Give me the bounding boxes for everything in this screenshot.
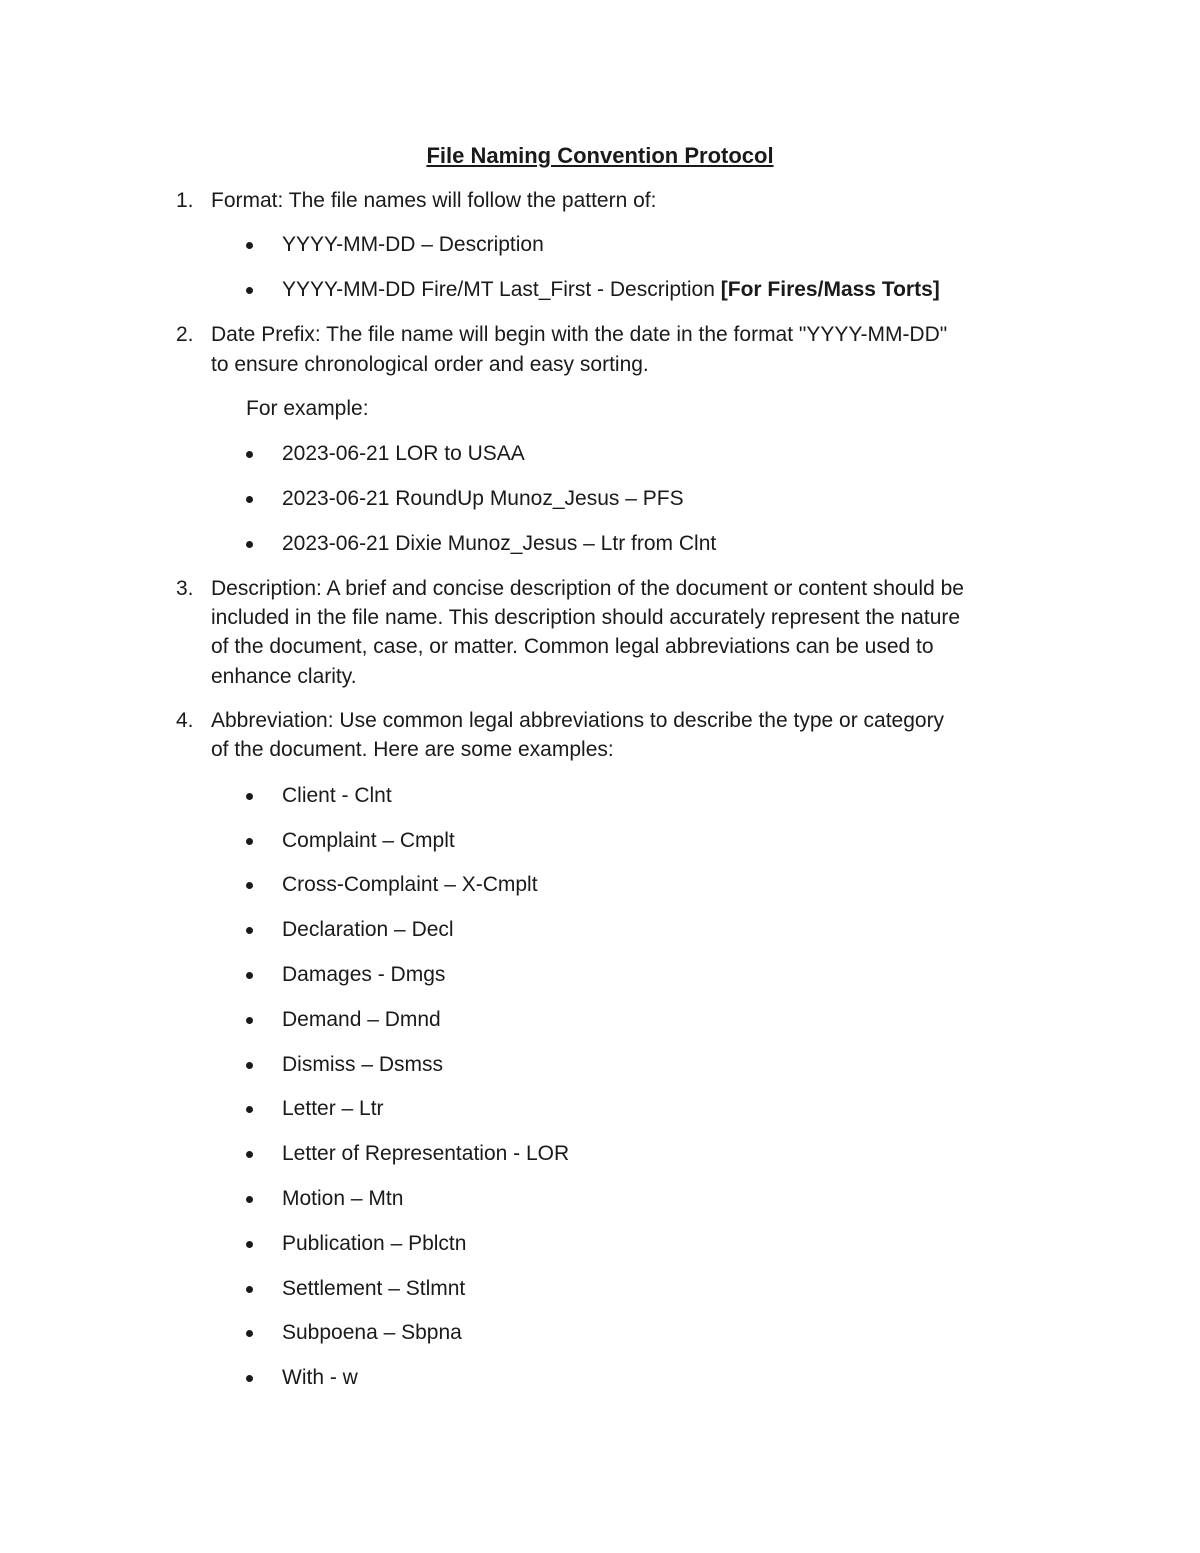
bullet-icon xyxy=(246,1151,253,1158)
abbreviation-item: Subpoena – Sbpna xyxy=(282,1321,462,1344)
section-3-line-4: enhance clarity. xyxy=(211,665,357,688)
section-2-number: 2. xyxy=(176,323,194,346)
bullet-icon xyxy=(246,838,253,845)
section-4-line-2: of the document. Here are some examples: xyxy=(211,738,614,761)
section-2-subheading: For example: xyxy=(246,397,369,420)
document-title: File Naming Convention Protocol xyxy=(426,143,774,168)
abbreviation-item: Letter – Ltr xyxy=(282,1097,384,1120)
abbreviation-item: Declaration – Decl xyxy=(282,918,454,941)
bullet-icon xyxy=(246,793,253,800)
bullet-icon xyxy=(246,972,253,979)
abbreviation-item: Demand – Dmnd xyxy=(282,1008,441,1031)
bullet-icon xyxy=(246,1017,253,1024)
abbreviation-item: Motion – Mtn xyxy=(282,1187,404,1210)
bullet-icon xyxy=(246,1330,253,1337)
section-2-bullet-1: 2023-06-21 LOR to USAA xyxy=(282,442,525,465)
bullet-icon xyxy=(246,1241,253,1248)
section-4-line-1: Abbreviation: Use common legal abbreviations to describe the type or category xyxy=(211,709,945,732)
section-1-bullet-1: YYYY-MM-DD – Description xyxy=(282,233,544,256)
section-3-line-3: of the document, case, or matter. Common legal abbreviations can be used to xyxy=(211,635,934,658)
bullet-icon xyxy=(246,1106,253,1113)
bullet-icon xyxy=(246,927,253,934)
bullet-icon xyxy=(246,882,253,889)
section-1-number: 1. xyxy=(176,189,194,212)
abbreviation-item: Publication – Pblctn xyxy=(282,1232,467,1255)
section-4-number: 4. xyxy=(176,709,194,732)
bullet-icon xyxy=(246,1062,253,1069)
section-1-bullet-2-bold-suffix: [For Fires/Mass Torts] xyxy=(720,278,940,301)
abbreviation-item: Damages - Dmgs xyxy=(282,963,446,986)
abbreviation-item: Cross-Complaint – X-Cmplt xyxy=(282,873,538,896)
section-1-bullet-2-text: YYYY-MM-DD Fire/MT Last_First - Description xyxy=(282,278,715,301)
bullet-icon xyxy=(246,1375,253,1382)
section-2-line-1: Date Prefix: The file name will begin with the date in the format "YYYY-MM-DD" xyxy=(211,323,948,346)
section-2-bullet-2: 2023-06-21 RoundUp Munoz_Jesus – PFS xyxy=(282,487,684,510)
abbreviation-item: With - w xyxy=(282,1366,358,1389)
bullet-icon xyxy=(246,496,253,503)
section-2-line-2: to ensure chronological order and easy sorting. xyxy=(211,353,649,376)
section-3-number: 3. xyxy=(176,577,194,600)
section-3-line-2: included in the file name. This description should accurately represent the nature xyxy=(211,606,961,629)
section-3-line-1: Description: A brief and concise description of the document or content should be xyxy=(211,577,964,600)
bullet-icon xyxy=(246,1196,253,1203)
abbreviation-item: Settlement – Stlmnt xyxy=(282,1277,466,1300)
section-1-line-1: Format: The file names will follow the pattern of: xyxy=(211,189,657,212)
bullet-icon xyxy=(246,242,253,249)
abbreviation-item: Letter of Representation - LOR xyxy=(282,1142,570,1165)
bullet-icon xyxy=(246,541,253,548)
section-1-bullet-2 xyxy=(282,276,940,304)
bullet-icon xyxy=(246,1286,253,1293)
abbreviation-item: Dismiss – Dsmss xyxy=(282,1053,443,1076)
bullet-icon xyxy=(246,451,253,458)
abbreviation-item: Client - Clnt xyxy=(282,784,392,807)
abbreviation-item: Complaint – Cmplt xyxy=(282,829,455,852)
bullet-icon xyxy=(246,287,253,294)
section-2-bullet-3: 2023-06-21 Dixie Munoz_Jesus – Ltr from Clnt xyxy=(282,532,717,555)
